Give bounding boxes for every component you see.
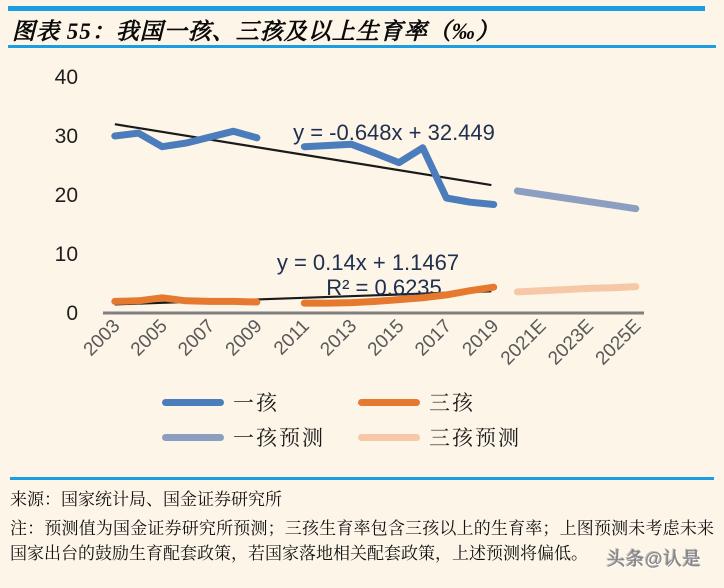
legend-item-0 bbox=[162, 389, 358, 415]
note-text: 注：预测值为国金证券研究所预测；三孩生育率包含三孩以上的生育率；上图预测未考虑未来国家出台的鼓励生育配套政策，若国家落地相关配套政策，上述预测将偏低。 bbox=[10, 518, 714, 563]
svg-text:y = 0.14x + 1.1467: y = 0.14x + 1.1467 bbox=[276, 250, 460, 275]
svg-text:2025E: 2025E bbox=[591, 315, 646, 370]
legend-item-2 bbox=[162, 424, 358, 450]
svg-text:y = -0.648x + 32.449: y = -0.648x + 32.449 bbox=[293, 120, 495, 145]
legend-label: 一孩 bbox=[233, 391, 279, 415]
svg-text:2011: 2011 bbox=[270, 315, 314, 360]
legend-item-1 bbox=[358, 389, 554, 415]
chart-legend bbox=[162, 389, 582, 450]
legend-item-3 bbox=[358, 424, 554, 450]
svg-text:30: 30 bbox=[54, 124, 78, 148]
svg-text:10: 10 bbox=[54, 242, 78, 266]
page-title: 图表 55：我国一孩、三孩及以上生育率（‰） bbox=[12, 19, 500, 44]
footer-divider bbox=[10, 477, 714, 480]
svg-text:40: 40 bbox=[54, 65, 78, 89]
title-divider bbox=[8, 45, 716, 48]
legend-swatch-icon bbox=[162, 434, 224, 441]
legend-label: 三孩 bbox=[429, 391, 475, 415]
legend-label: 一孩预测 bbox=[233, 426, 325, 450]
svg-text:2009: 2009 bbox=[221, 315, 267, 361]
svg-text:2013: 2013 bbox=[316, 315, 362, 361]
chart-area bbox=[0, 50, 724, 390]
svg-text:2019: 2019 bbox=[458, 315, 504, 361]
svg-text:0: 0 bbox=[66, 302, 78, 325]
legend-swatch-icon bbox=[162, 399, 224, 406]
svg-text:2007: 2007 bbox=[174, 315, 220, 361]
source-text: 来源：国家统计局、国金证券研究所 bbox=[10, 490, 282, 509]
svg-text:2021E: 2021E bbox=[496, 315, 551, 370]
legend-swatch-icon bbox=[358, 399, 420, 406]
watermark: 头条@认是 bbox=[607, 549, 702, 569]
svg-text:2005: 2005 bbox=[126, 315, 172, 361]
top-divider bbox=[8, 6, 705, 11]
svg-text:20: 20 bbox=[54, 183, 78, 207]
svg-text:R² = 0.6235: R² = 0.6235 bbox=[326, 275, 442, 300]
legend-swatch-icon bbox=[358, 434, 420, 441]
svg-text:2017: 2017 bbox=[411, 315, 456, 361]
legend-label: 三孩预测 bbox=[429, 426, 521, 450]
svg-text:2023E: 2023E bbox=[544, 315, 598, 370]
svg-text:2003: 2003 bbox=[79, 315, 125, 361]
birth-rate-line-chart bbox=[0, 50, 724, 390]
svg-text:2015: 2015 bbox=[363, 315, 409, 361]
